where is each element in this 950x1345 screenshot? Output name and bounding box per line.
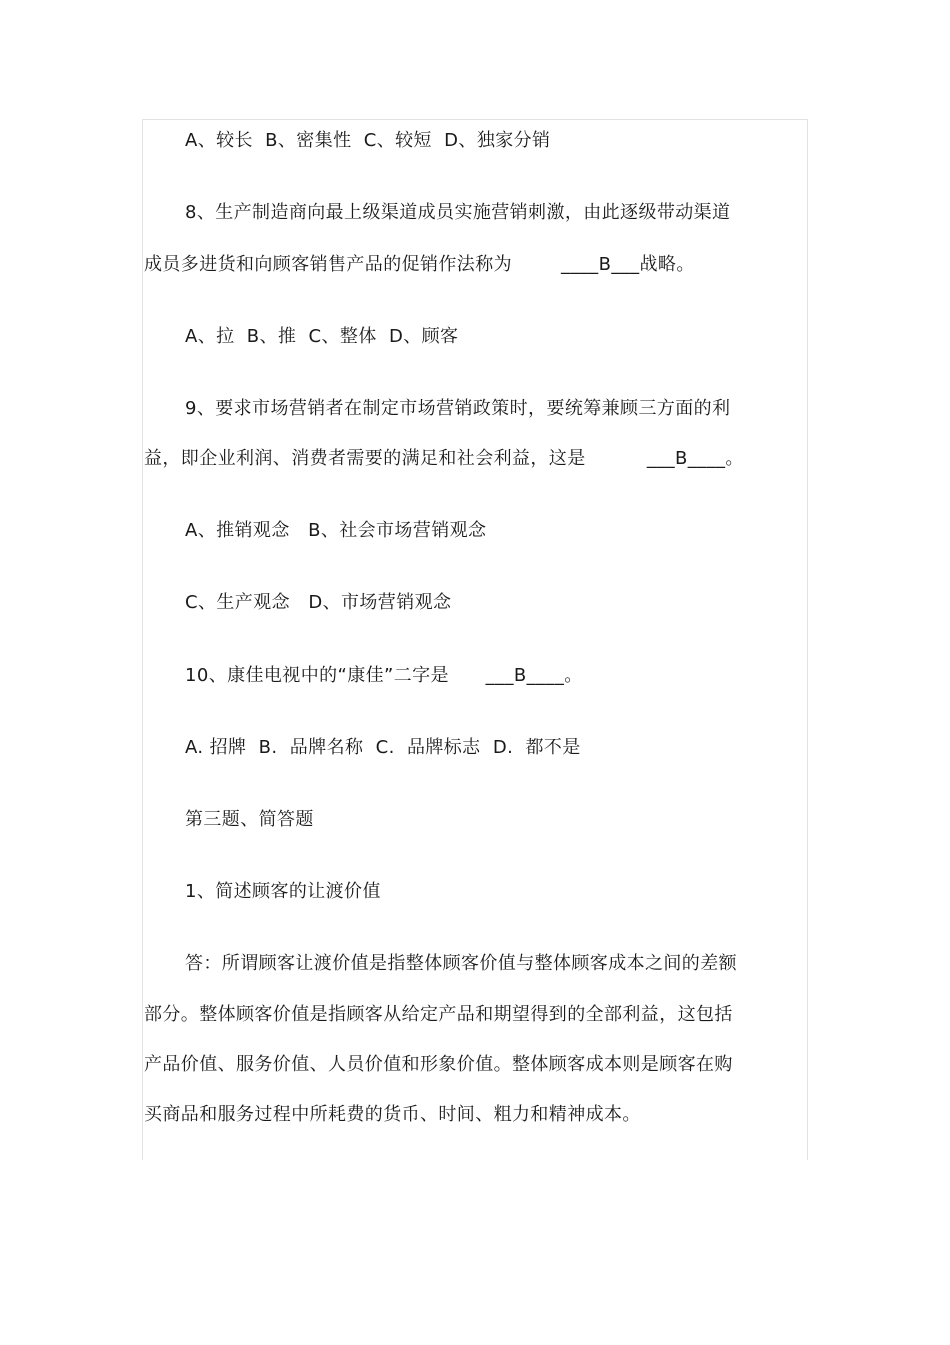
option-line: C、生产观念 D、市场营销观念 — [185, 592, 452, 613]
short-answer-question: 1、简述顾客的让渡价值 — [185, 881, 381, 902]
question-9-line-1: 9、要求市场营销者在制定市场营销政策时，要统筹兼顾三方面的利 — [185, 398, 731, 419]
question-8-line-2: 成员多进货和向顾客销售产品的促销作法称为 ____B___战略。 — [144, 254, 695, 275]
option-line: A、推销观念 B、社会市场营销观念 — [185, 520, 487, 541]
question-9-line-2: 益，即企业利润、消费者需要的满足和社会利益，这是 ___B____。 — [144, 448, 744, 469]
option-line: A. 招牌 B. 品牌名称 C. 品牌标志 D. 都不是 — [185, 737, 581, 758]
option-line: A、拉 B、推 C、整体 D、顾客 — [185, 326, 459, 347]
question-10-line: 10、康佳电视中的“康佳”二字是 ___B____。 — [185, 665, 583, 686]
question-8-line-1: 8、生产制造商向最上级渠道成员实施营销刺激，由此逐级带动渠道 — [185, 202, 731, 223]
section-heading: 第三题、简答题 — [185, 809, 314, 830]
answer-line-1: 答：所谓顾客让渡价值是指整体顾客价值与整体顾客成本之间的差额 — [185, 953, 737, 974]
answer-line-4: 买商品和服务过程中所耗费的货币、时间、粗力和精神成本。 — [144, 1104, 641, 1125]
option-line: A、较长 B、密集性 C、较短 D、独家分销 — [185, 130, 551, 151]
answer-line-2: 部分。整体顾客价值是指顾客从给定产品和期望得到的全部利益，这包括 — [144, 1004, 733, 1025]
answer-line-3: 产品价值、服务价值、人员价值和形象价值。整体顾客成本则是顾客在购 — [144, 1054, 733, 1075]
